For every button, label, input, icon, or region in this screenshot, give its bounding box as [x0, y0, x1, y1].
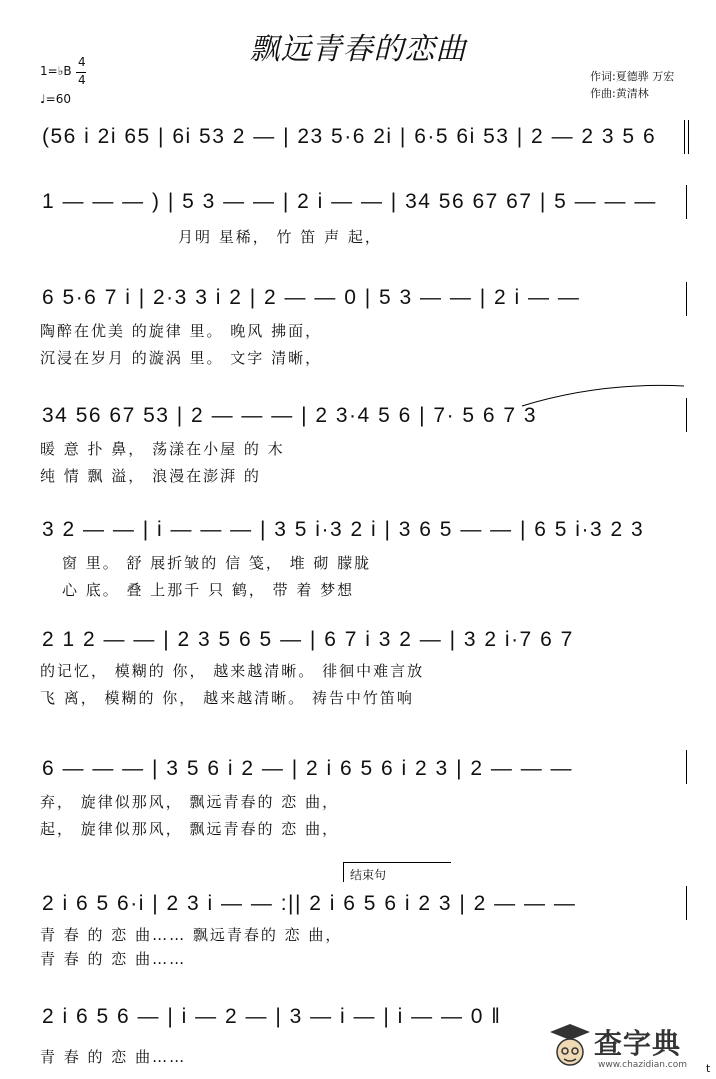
lyric-line: 青 春 的 恋 曲…… [40, 950, 187, 968]
lyric-line: 月明 星稀， 竹 笛 声 起， [178, 228, 382, 246]
lyric-line: 飞 离， 模糊的 你， 越来越清晰。 祷告中竹笛响 [40, 689, 414, 707]
lyric-line: 纯 情 飘 溢， 浪漫在澎湃 的 [40, 467, 261, 485]
key-signature: 1=♭B [40, 64, 72, 78]
ending-bracket-side [343, 862, 344, 882]
notation-line: (56 i 2i 65 | 6i 53 2 — | 23 5·6 2i | 6·5 6i 53 | 2 — 2 3 5 6 [42, 125, 657, 148]
watermark-url: www.chazidian.com [598, 1060, 688, 1070]
watermark-logo [548, 1020, 711, 1076]
lyricist-credit: 作词:夏德骅 万宏 [590, 70, 675, 83]
tie-arc [520, 380, 690, 410]
notation-line: 34 56 67 53 | 2 — — — | 2 3·4 5 6 | 7· 5 6 7 3 [42, 404, 538, 427]
notation-line: 2 i 6 5 6·i | 2 3 i — — :|| 2 i 6 5 6 i 2 3 | 2 — — — [42, 892, 577, 915]
tempo-marking: ♩=60 [40, 92, 71, 106]
notation-line: 1 — — — ) | 5 3 — — | 2 i — — | 34 56 67 67 | 5 — — — [42, 190, 657, 213]
song-title: 飘远青春的恋曲 [249, 32, 467, 67]
lyric-line: 青 春 的 恋 曲…… [40, 1048, 187, 1066]
lyric-line: 青 春 的 恋 曲…… 飘远青春的 恋 曲， [40, 926, 343, 944]
lyric-line: 陶醉在优美 的旋律 里。 晚风 拂面， [40, 322, 323, 340]
lyric-line: 的记忆， 模糊的 你， 越来越清晰。 徘徊中难言放 [40, 662, 425, 680]
lyric-line: 暖 意 扑 鼻， 荡漾在小屋 的 木 [40, 440, 285, 458]
corner-mark: t [706, 1062, 711, 1075]
notation-line: 2 i 6 5 6 — | i — 2 — | 3 — i — | i — — 0 ‖ [42, 1005, 502, 1028]
ending-label: 结束句 [350, 868, 387, 882]
lyric-line: 弃， 旋律似那风， 飘远青春的 恋 曲， [40, 793, 340, 811]
notation-line: 6 5·6 7 i | 2·3 3 i 2 | 2 — — 0 | 5 3 — — | 2 i — — [42, 286, 581, 309]
time-signature-line [76, 72, 86, 73]
ending-bracket [343, 862, 451, 863]
notation-line: 3 2 — — | i — — — | 3 5 i·3 2 i | 3 6 5 — — | 6 5 i·3 2 3 [42, 518, 645, 541]
lyric-line: 心 底。 叠 上那千 只 鹤， 带 着 梦想 [62, 581, 355, 599]
notation-line: 2 1 2 — — | 2 3 5 6 5 — | 6 7 i 3 2 — | 3 2 i·7 6 7 [42, 628, 574, 651]
scholar-mascot-icon [548, 1022, 592, 1074]
lyric-line: 起， 旋律似那风， 飘远青春的 恋 曲， [40, 820, 340, 838]
time-signature-bottom: 4 [78, 73, 86, 87]
time-signature-top: 4 [78, 55, 86, 69]
composer-credit: 作曲:黄清林 [590, 87, 649, 100]
watermark-name: 查字典 [594, 1027, 682, 1060]
lyric-line: 窗 里。 舒 展折皱的 信 笺， 堆 砌 朦胧 [62, 554, 372, 572]
notation-line: 6 — — — | 3 5 6 i 2 — | 2 i 6 5 6 i 2 3 | 2 — — — [42, 757, 574, 780]
lyric-line: 沉浸在岁月 的漩涡 里。 文字 清晰， [40, 349, 323, 367]
